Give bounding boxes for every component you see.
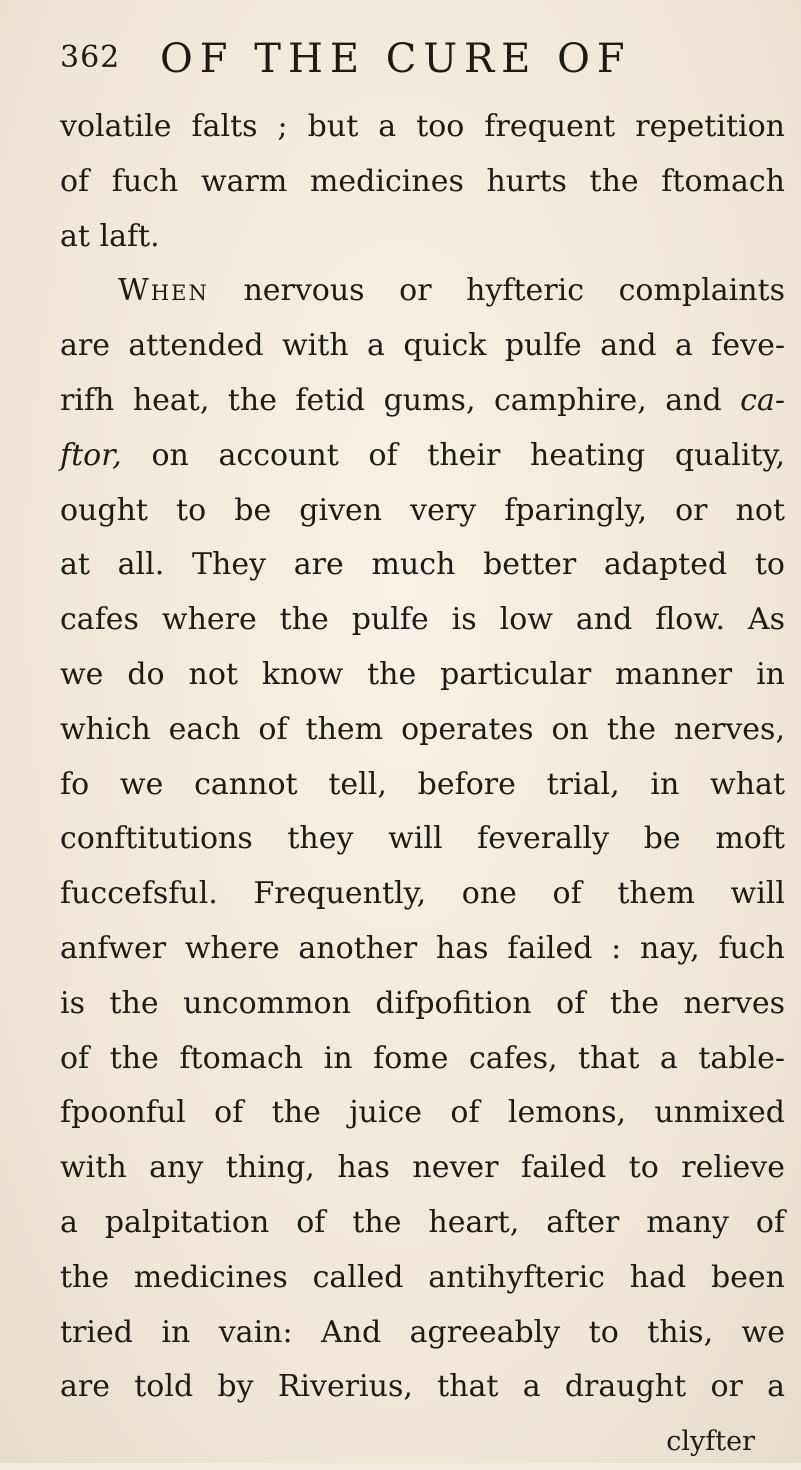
- text-line: of fuch warm medicines hurts the ftomach: [60, 163, 785, 199]
- text-line: are told by Riverius, that a draught or a: [60, 1369, 785, 1405]
- text-line: which each of them operates on the nerves,: [60, 711, 785, 747]
- text-line: tried in vain: And agreeably to this, we: [60, 1314, 785, 1350]
- paragraph-opening-word: When: [118, 273, 209, 309]
- text-line: we do not know the particular manner in: [60, 656, 785, 692]
- text-line: a palpitation of the heart, after many of: [60, 1204, 785, 1240]
- text-line: at laft.: [60, 218, 160, 254]
- text-line: When nervous or hyfteric complaints: [118, 273, 785, 309]
- text-line: are attended with a quick pulfe and a feve-: [60, 328, 785, 364]
- italic-word: ftor,: [60, 437, 122, 473]
- text-line: rifh heat, the fetid gums, camphire, and ca-: [60, 382, 785, 418]
- text-line: at all. They are much better adapted to: [60, 547, 785, 583]
- text-line: conftitutions they will feverally be moft: [60, 821, 785, 857]
- page-header: [60, 36, 761, 86]
- text-line: the medicines called antihyfteric had been: [60, 1259, 785, 1295]
- running-head: OF THE CURE OF: [160, 36, 632, 82]
- catchword: clyfter: [666, 1426, 755, 1458]
- text-line: of the ftomach in fome cafes, that a table-: [60, 1040, 785, 1076]
- text-line: ought to be given very fparingly, or not: [60, 492, 785, 528]
- text-line: ftor, on account of their heating quality,: [60, 437, 785, 473]
- text-line: fo we cannot tell, before trial, in what: [60, 766, 785, 802]
- italic-word: ca-: [740, 382, 785, 418]
- text-line: anfwer where another has failed : nay, fuch: [60, 930, 785, 966]
- page-number: 362: [60, 40, 121, 75]
- text-line: is the uncommon difpofition of the nerves: [60, 985, 785, 1021]
- text-line: cafes where the pulfe is low and flow. As: [60, 602, 785, 638]
- text-line: volatile falts ; but a too frequent repetition: [60, 109, 785, 144]
- body-text: [60, 100, 785, 1470]
- text-line: with any thing, has never failed to relieve: [60, 1150, 785, 1186]
- text-line: fpoonful of the juice of lemons, unmixed: [60, 1095, 785, 1131]
- text-line: fuccefsful. Frequently, one of them will: [60, 876, 785, 912]
